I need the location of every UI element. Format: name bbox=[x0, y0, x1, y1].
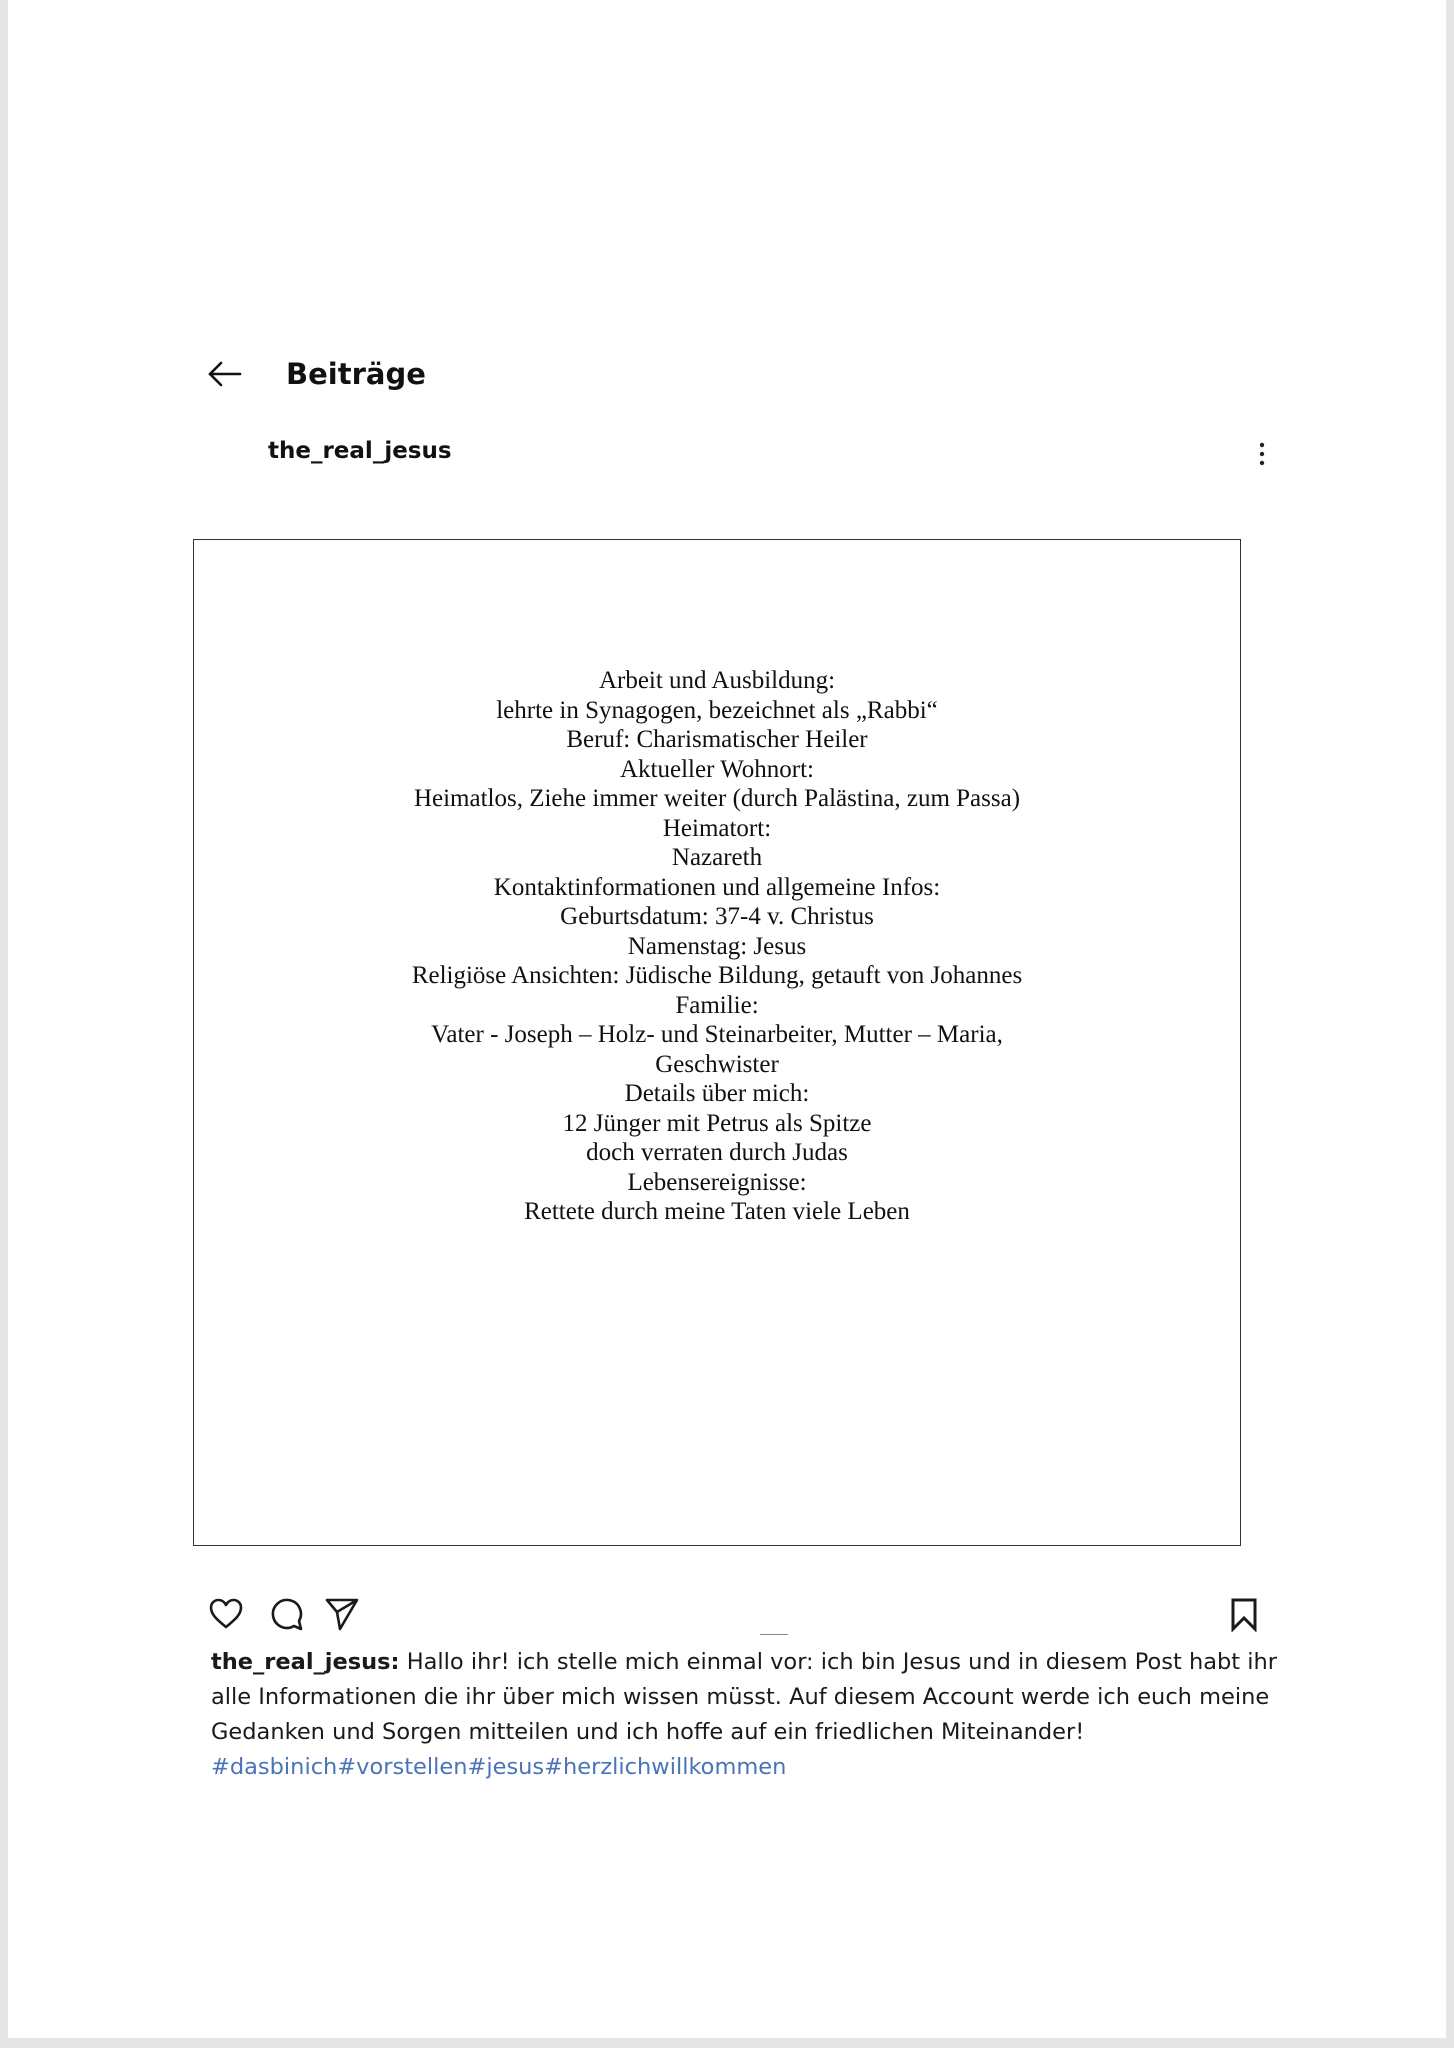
send-icon[interactable] bbox=[324, 1596, 360, 1632]
residence-heading: Aktueller Wohnort: bbox=[619, 755, 815, 783]
caption-username[interactable]: the_real_jesus: bbox=[211, 1649, 400, 1675]
hometown-value: Nazareth bbox=[671, 844, 763, 871]
comment-icon[interactable] bbox=[268, 1596, 304, 1632]
post-actions bbox=[208, 1596, 1262, 1636]
post-username[interactable]: the_real_jesus bbox=[268, 438, 452, 464]
document-page bbox=[8, 0, 1446, 2038]
heart-icon[interactable] bbox=[208, 1596, 244, 1632]
profile-info-text bbox=[194, 666, 1240, 1227]
details-line: 12 Jünger mit Petrus als Spitze bbox=[562, 1109, 872, 1137]
arrow-left-icon[interactable] bbox=[206, 359, 244, 389]
contact-heading: Kontaktinformationen und allgemeine Infos: bbox=[493, 873, 941, 901]
work-line: Beruf: Charismatischer Heiler bbox=[566, 726, 868, 753]
details-heading: Details über mich: bbox=[624, 1080, 810, 1107]
hometown-heading: Heimatort: bbox=[662, 814, 772, 842]
contact-line: Namenstag: Jesus bbox=[627, 932, 807, 960]
post-caption bbox=[211, 1645, 1321, 1785]
contact-line: Religiöse Ansichten: Jüdische Bildung, getauft von Johannes bbox=[411, 962, 1023, 989]
divider bbox=[760, 1634, 788, 1635]
residence-line: Heimatlos, Ziehe immer weiter (durch Palästina, zum Passa) bbox=[413, 785, 1021, 812]
caption-hashtags[interactable]: #dasbinich#vorstellen#jesus#herzlichwillkommen bbox=[211, 1754, 787, 1780]
family-line: Geschwister bbox=[655, 1050, 779, 1078]
bookmark-icon[interactable] bbox=[1226, 1596, 1262, 1632]
details-line: doch verraten durch Judas bbox=[586, 1139, 848, 1166]
family-line: Vater - Joseph – Holz- und Steinarbeiter, Mutter – Maria, bbox=[431, 1021, 1003, 1048]
events-line: Rettete durch meine Taten viele Leben bbox=[524, 1198, 910, 1225]
post-image bbox=[193, 539, 1241, 1546]
caption-text: Hallo ihr! ich stelle mich einmal vor: ich bin Jesus und in diesem Post habt ihr alle Informationen die ihr über mich wissen müsst. Auf diesem Account werde ich euch meine Gedanken und Sorgen mitteilen und ich hoffe auf ein friedlichen Miteinander! bbox=[211, 1649, 1278, 1745]
events-heading: Lebensereignisse: bbox=[627, 1168, 807, 1196]
work-heading: Arbeit und Ausbildung: bbox=[598, 667, 836, 694]
more-vertical-icon[interactable] bbox=[1256, 440, 1268, 468]
top-bar bbox=[206, 352, 426, 396]
work-line: lehrte in Synagogen, bezeichnet als „Rabbi“ bbox=[496, 696, 938, 724]
post-header bbox=[268, 436, 1268, 472]
family-heading: Familie: bbox=[675, 991, 759, 1019]
contact-line: Geburtsdatum: 37-4 v. Christus bbox=[560, 903, 874, 930]
page-title: Beiträge bbox=[286, 357, 426, 391]
